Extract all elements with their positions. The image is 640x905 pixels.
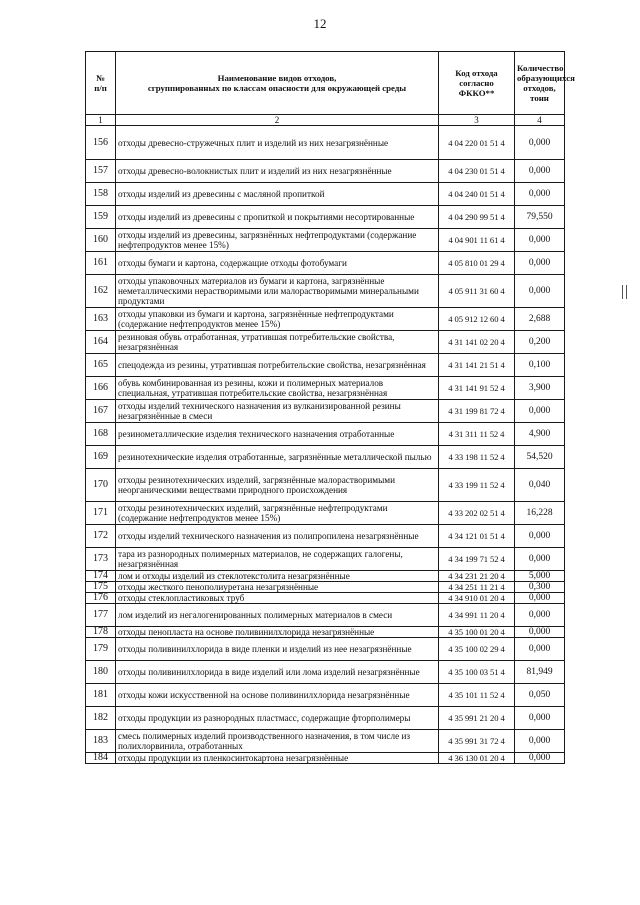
row-number: 183 (86, 730, 116, 753)
fkko-code: 4 05 912 12 60 4 (439, 308, 515, 331)
row-number: 160 (86, 229, 116, 252)
table-row (86, 400, 565, 423)
quantity: 0,000 (515, 730, 565, 753)
waste-name: отходы жесткого пенополиуретана незагрязнённые (116, 582, 439, 593)
table-row (86, 571, 565, 582)
table-row (86, 183, 565, 206)
table-row (86, 753, 565, 764)
table-row (86, 126, 565, 160)
quantity: 16,228 (515, 502, 565, 525)
fkko-code: 4 35 991 31 72 4 (439, 730, 515, 753)
waste-name: лом изделий из негалогенированных полимерных материалов в смеси (116, 604, 439, 627)
waste-name: отходы изделий из древесины с пропиткой и покрытиями несортированные (116, 206, 439, 229)
quantity: 3,900 (515, 377, 565, 400)
quantity: 0,300 (515, 582, 565, 593)
row-number: 158 (86, 183, 116, 206)
table-row (86, 229, 565, 252)
quantity: 4,900 (515, 423, 565, 446)
table-row (86, 308, 565, 331)
fkko-code: 4 05 810 01 29 4 (439, 252, 515, 275)
fkko-code: 4 35 101 11 52 4 (439, 684, 515, 707)
quantity: 0,000 (515, 160, 565, 183)
waste-table (85, 51, 575, 764)
waste-name: резинометаллические изделия технического назначения отработанные (116, 423, 439, 446)
row-number: 184 (86, 753, 116, 764)
quantity: 0,100 (515, 354, 565, 377)
waste-name: отходы пенопласта на основе поливинилхлорида незагрязнённые (116, 627, 439, 638)
quantity: 0,000 (515, 753, 565, 764)
table-row (86, 730, 565, 753)
quantity: 0,000 (515, 275, 565, 308)
fkko-code: 4 35 100 02 29 4 (439, 638, 515, 661)
row-number: 157 (86, 160, 116, 183)
waste-name: отходы древесно-стружечных плит и изделий из них незагрязнённые (116, 126, 439, 160)
row-number: 170 (86, 469, 116, 502)
waste-name: отходы поливинилхлорида в виде изделий или лома изделий незагрязнённые (116, 661, 439, 684)
waste-name: отходы стеклопластиковых труб (116, 593, 439, 604)
quantity: 54,520 (515, 446, 565, 469)
row-number: 180 (86, 661, 116, 684)
column-number: 3 (439, 115, 515, 126)
row-number: 164 (86, 331, 116, 354)
fkko-code: 4 34 121 01 51 4 (439, 525, 515, 548)
page-number: 12 (313, 16, 327, 31)
header-num: № п/п (86, 52, 116, 115)
header-qty: Количество образующихся отходов, тонн (515, 52, 565, 115)
waste-name: отходы резинотехнических изделий, загрязнённые малорастворимыми неорганическими веществами природного происхождения (116, 469, 439, 502)
row-number: 163 (86, 308, 116, 331)
header-code: Код отхода согласно ФККО** (439, 52, 515, 115)
fkko-code: 4 31 141 02 20 4 (439, 331, 515, 354)
table-row (86, 160, 565, 183)
quantity: 0,000 (515, 400, 565, 423)
quantity: 0,000 (515, 638, 565, 661)
fkko-code: 4 31 141 21 51 4 (439, 354, 515, 377)
header-row (86, 52, 565, 115)
row-number: 179 (86, 638, 116, 661)
table-row (86, 684, 565, 707)
quantity: 0,000 (515, 707, 565, 730)
column-number: 2 (116, 115, 439, 126)
table-row (86, 206, 565, 229)
table-row (86, 469, 565, 502)
fkko-code: 4 33 199 11 52 4 (439, 469, 515, 502)
row-number: 168 (86, 423, 116, 446)
row-number: 173 (86, 548, 116, 571)
row-number: 169 (86, 446, 116, 469)
column-number: 1 (86, 115, 116, 126)
row-number: 176 (86, 593, 116, 604)
fkko-code: 4 34 251 11 21 4 (439, 582, 515, 593)
quantity: 0,050 (515, 684, 565, 707)
table-row (86, 377, 565, 400)
table-row (86, 446, 565, 469)
fkko-code: 4 34 199 71 52 4 (439, 548, 515, 571)
fkko-code: 4 04 290 99 51 4 (439, 206, 515, 229)
table-row (86, 252, 565, 275)
fkko-code: 4 34 991 11 20 4 (439, 604, 515, 627)
quantity: 5,000 (515, 571, 565, 582)
waste-name: отходы древесно-волокнистых плит и изделий из них незагрязнённые (116, 160, 439, 183)
row-number: 166 (86, 377, 116, 400)
fkko-code: 4 31 311 11 52 4 (439, 423, 515, 446)
table-row (86, 707, 565, 730)
table-row (86, 502, 565, 525)
quantity: 0,000 (515, 229, 565, 252)
waste-name: отходы бумаги и картона, содержащие отходы фотобумаги (116, 252, 439, 275)
table-row (86, 423, 565, 446)
table-row (86, 275, 565, 308)
fkko-code: 4 35 100 01 20 4 (439, 627, 515, 638)
table-row (86, 331, 565, 354)
table-row (86, 661, 565, 684)
waste-name: резиновая обувь отработанная, утратившая потребительские свойства, незагрязнённая (116, 331, 439, 354)
waste-name: обувь комбинированная из резины, кожи и полимерных материалов специальная, утратившая потребительские свойства, незагрязнённая (116, 377, 439, 400)
waste-name: отходы изделий технического назначения из полипропилена незагрязнённые (116, 525, 439, 548)
row-number: 182 (86, 707, 116, 730)
row-number: 171 (86, 502, 116, 525)
quantity: 0,040 (515, 469, 565, 502)
table-row (86, 627, 565, 638)
fkko-code: 4 31 141 91 52 4 (439, 377, 515, 400)
fkko-code: 4 04 901 11 61 4 (439, 229, 515, 252)
waste-name: отходы поливинилхлорида в виде пленки и изделий из нее незагрязнённые (116, 638, 439, 661)
row-number: 161 (86, 252, 116, 275)
table-row (86, 525, 565, 548)
row-number: 165 (86, 354, 116, 377)
table-row (86, 582, 565, 593)
fkko-code: 4 05 911 31 60 4 (439, 275, 515, 308)
fkko-code: 4 34 231 21 20 4 (439, 571, 515, 582)
margin-mark (622, 285, 627, 299)
row-number: 167 (86, 400, 116, 423)
quantity: 0,000 (515, 525, 565, 548)
quantity: 0,000 (515, 627, 565, 638)
row-number: 156 (86, 126, 116, 160)
fkko-code: 4 33 202 02 51 4 (439, 502, 515, 525)
quantity: 0,000 (515, 604, 565, 627)
waste-name: отходы упаковочных материалов из бумаги и картона, загрязнённые неметаллическими нерастворимыми или малорастворимыми минеральными продуктами (116, 275, 439, 308)
quantity: 2,688 (515, 308, 565, 331)
quantity: 81,949 (515, 661, 565, 684)
waste-name: отходы изделий из древесины с масляной пропиткой (116, 183, 439, 206)
fkko-code: 4 04 220 01 51 4 (439, 126, 515, 160)
waste-name: отходы упаковки из бумаги и картона, загрязнённые нефтепродуктами (содержание нефтепродуктов менее 15%) (116, 308, 439, 331)
column-number: 4 (515, 115, 565, 126)
fkko-code: 4 35 991 21 20 4 (439, 707, 515, 730)
waste-name: отходы резинотехнических изделий, загрязнённые нефтепродуктами (содержание нефтепродуктов менее 15%) (116, 502, 439, 525)
fkko-code: 4 04 240 01 51 4 (439, 183, 515, 206)
table-row (86, 548, 565, 571)
fkko-code: 4 36 130 01 20 4 (439, 753, 515, 764)
waste-name: отходы продукции из разнородных пластмасс, содержащие фторполимеры (116, 707, 439, 730)
waste-name: спецодежда из резины, утратившая потребительские свойства, незагрязнённая (116, 354, 439, 377)
quantity: 0,000 (515, 126, 565, 160)
waste-name: отходы изделий технического назначения из вулканизированной резины незагрязнённые в смеси (116, 400, 439, 423)
quantity: 79,550 (515, 206, 565, 229)
table-row (86, 593, 565, 604)
fkko-code: 4 33 198 11 52 4 (439, 446, 515, 469)
quantity: 0,000 (515, 548, 565, 571)
waste-name: отходы продукции из пленкосинтокартона незагрязнённые (116, 753, 439, 764)
row-number: 162 (86, 275, 116, 308)
fkko-code: 4 34 910 01 20 4 (439, 593, 515, 604)
quantity: 0,000 (515, 183, 565, 206)
quantity: 0,000 (515, 593, 565, 604)
fkko-code: 4 31 199 81 72 4 (439, 400, 515, 423)
waste-name: резинотехнические изделия отработанные, загрязнённые металлической пылью (116, 446, 439, 469)
table-row (86, 638, 565, 661)
row-number: 159 (86, 206, 116, 229)
waste-name: тара из разнородных полимерных материалов, не содержащих галогены, незагрязнённая (116, 548, 439, 571)
table-row (86, 354, 565, 377)
waste-name: лом и отходы изделий из стеклотекстолита незагрязнённые (116, 571, 439, 582)
quantity: 0,000 (515, 252, 565, 275)
fkko-code: 4 04 230 01 51 4 (439, 160, 515, 183)
waste-name: отходы кожи искусственной на основе поливинилхлорида незагрязнённые (116, 684, 439, 707)
row-number: 178 (86, 627, 116, 638)
fkko-code: 4 35 100 03 51 4 (439, 661, 515, 684)
quantity: 0,200 (515, 331, 565, 354)
header-name: Наименование видов отходов, сгруппированных по классам опасности для окружающей среды (116, 52, 439, 115)
row-number: 175 (86, 582, 116, 593)
row-number: 174 (86, 571, 116, 582)
row-number: 181 (86, 684, 116, 707)
row-number: 177 (86, 604, 116, 627)
waste-name: отходы изделий из древесины, загрязнённых нефтепродуктами (содержание нефтепродуктов менее 15%) (116, 229, 439, 252)
row-number: 172 (86, 525, 116, 548)
waste-name: смесь полимерных изделий производственного назначения, в том числе из полихлорвинила, отработанных (116, 730, 439, 753)
table-row (86, 604, 565, 627)
column-numbering-row (86, 115, 565, 126)
